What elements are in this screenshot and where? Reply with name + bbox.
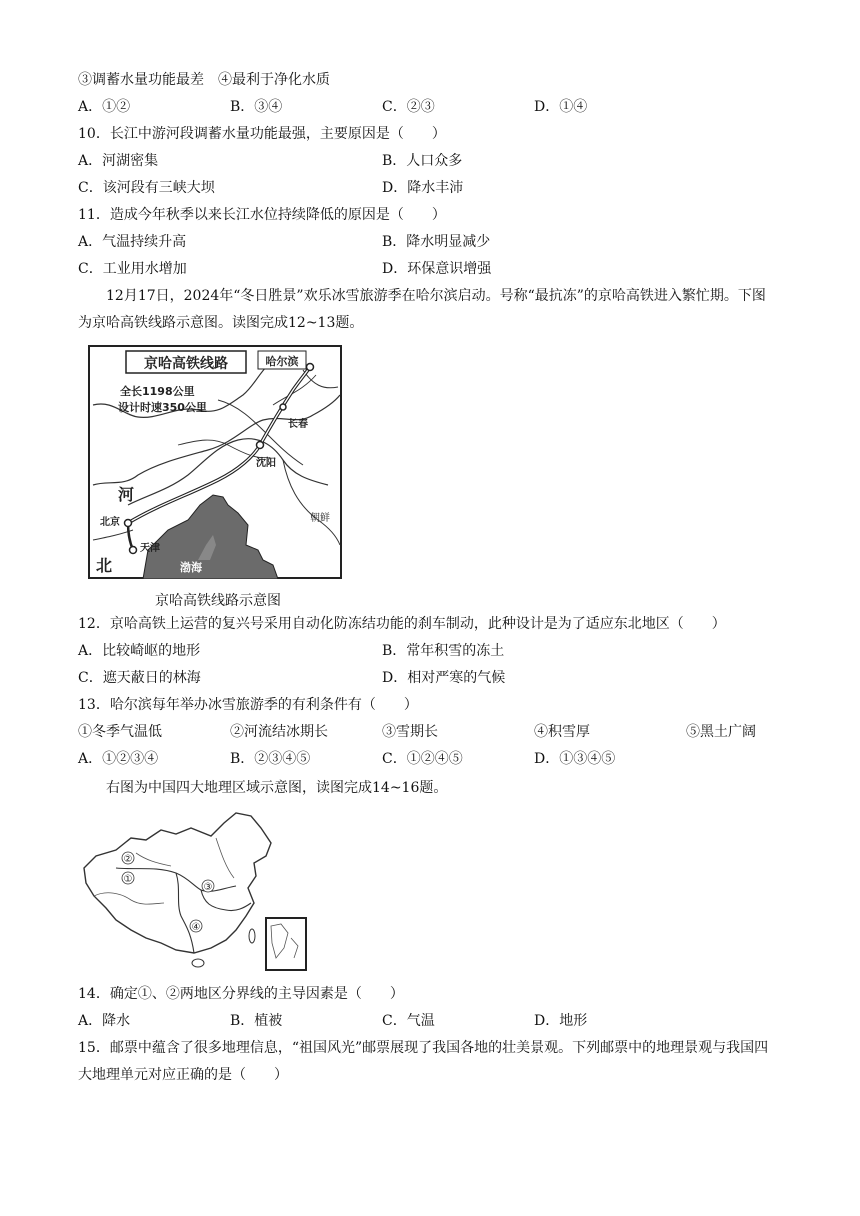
q15-stem: 15．邮票中蕴含了很多地理信息，“祖国风光”邮票展现了我国各地的壮美景观。下列邮票中的地理景观与我国四大地理单元对应正确的是（ ） (78, 1040, 769, 1083)
q9-option-d[interactable]: D．①④ (534, 99, 588, 115)
jingha-railway-map (88, 345, 342, 579)
q12-option-c[interactable]: C．遮天蔽日的林海 (78, 670, 201, 686)
q13-condition-2: ②河流结冰期长 (230, 724, 328, 740)
q10-option-b[interactable]: B．人口众多 (382, 153, 463, 169)
region-label-4: ④ (191, 922, 201, 933)
q13-condition-1: ①冬季气温低 (78, 724, 162, 740)
q13-condition-4: ④积雪厚 (534, 724, 590, 740)
china-regions-map (76, 808, 326, 976)
label-harbin: 哈尔滨 (265, 355, 299, 368)
q11-option-c[interactable]: C．工业用水增加 (78, 261, 187, 277)
q12-option-d[interactable]: D．相对严寒的气候 (382, 670, 506, 686)
q11-option-b[interactable]: B．降水明显减少 (382, 234, 491, 250)
label-bei: 北 (96, 556, 113, 575)
map-title: 京哈高铁线路 (144, 356, 228, 372)
q14-option-d[interactable]: D．地形 (534, 1013, 588, 1029)
q10-option-c[interactable]: C．该河段有三峡大坝 (78, 180, 215, 196)
q9-option-c[interactable]: C．②③ (382, 99, 435, 115)
q11-option-d[interactable]: D．环保意识增强 (382, 261, 492, 277)
q12-option-a[interactable]: A．比较崎岖的地形 (78, 643, 201, 659)
map-speed-label: 设计时速350公里 (118, 401, 207, 414)
q14-stem: 14．确定①、②两地区分界线的主导因素是（ ） (78, 986, 404, 1002)
label-tianjin: 天津 (140, 543, 160, 554)
label-he: 河 (118, 485, 135, 504)
q14-option-c[interactable]: C．气温 (382, 1013, 435, 1029)
passage-1: 12月17日，2024年“冬日胜景”欢乐冰雪旅游季在哈尔滨启动。号称“最抗冻”的京哈高铁进入繁忙期。下图为京哈高铁线路示意图。读图完成12~13题。 (78, 288, 766, 331)
q13-option-a[interactable]: A．①②③④ (78, 751, 159, 767)
label-changchun: 长春 (288, 419, 308, 430)
q11-stem: 11．造成今年秋季以来长江水位持续降低的原因是（ ） (78, 207, 446, 223)
q11-option-a[interactable]: A．气温持续升高 (78, 234, 187, 250)
label-bohai: 渤海 (180, 561, 202, 574)
q13-condition-3: ③雪期长 (382, 724, 438, 740)
label-beijing: 北京 (100, 517, 120, 528)
q12-stem: 12．京哈高铁上运营的复兴号采用自动化防冻结功能的刹车制动，此种设计是为了适应东北地区（ ） (78, 616, 726, 632)
map-caption: 京哈高铁线路示意图 (155, 593, 281, 609)
label-shenyang: 沈阳 (256, 458, 276, 469)
q14-option-a[interactable]: A．降水 (78, 1013, 131, 1029)
q9-option-b[interactable]: B．③④ (230, 99, 283, 115)
passage-2: 右图为中国四大地理区域示意图，读图完成14~16题。 (106, 780, 448, 796)
q13-condition-5: ⑤黑土广阔 (686, 724, 756, 740)
region-label-3: ③ (203, 882, 213, 893)
q13-option-d[interactable]: D．①③④⑤ (534, 751, 616, 767)
q9-statements: ③调蓄水量功能最差 ④最利于净化水质 (78, 72, 330, 88)
region-label-1: ① (123, 874, 133, 885)
q13-stem: 13．哈尔滨每年举办冰雪旅游季的有利条件有（ ） (78, 697, 418, 713)
q14-option-b[interactable]: B．植被 (230, 1013, 283, 1029)
q12-option-b[interactable]: B．常年积雪的冻土 (382, 643, 505, 659)
label-chaoxian: 朝鲜 (310, 513, 330, 524)
q10-option-d[interactable]: D．降水丰沛 (382, 180, 464, 196)
q9-option-a[interactable]: A．①② (78, 99, 131, 115)
q13-option-b[interactable]: B．②③④⑤ (230, 751, 311, 767)
q10-option-a[interactable]: A．河湖密集 (78, 153, 159, 169)
q10-stem: 10．长江中游河段调蓄水量功能最强，主要原因是（ ） (78, 126, 446, 142)
map-length-label: 全长1198公里 (120, 385, 195, 398)
region-label-2: ② (123, 854, 133, 865)
q13-option-c[interactable]: C．①②④⑤ (382, 751, 463, 767)
